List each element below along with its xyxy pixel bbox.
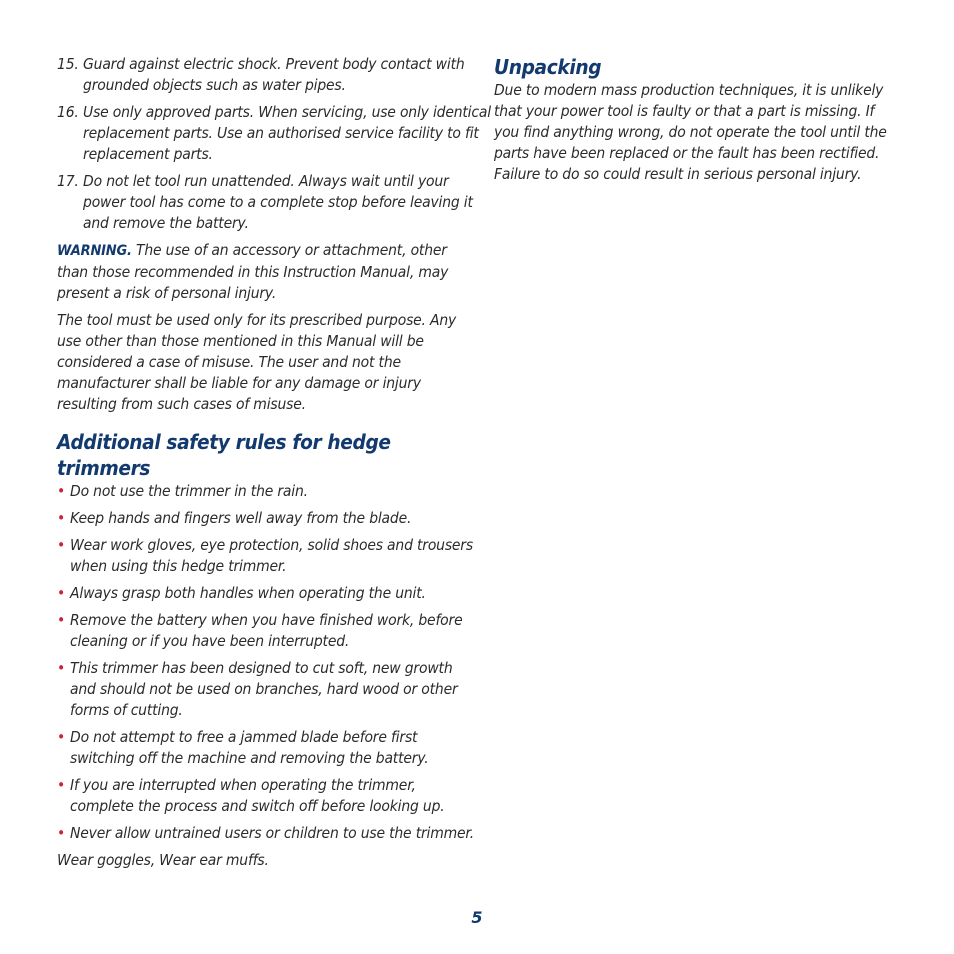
hedge-trimmer-rules <box>57 481 474 844</box>
item-text: Do not let tool run unattended. Always wait until your power tool has come to a complete stop before leaving it and remove the battery. <box>83 172 473 232</box>
warning-label: WARNING. <box>57 243 132 259</box>
bullet-icon: • <box>57 611 66 629</box>
misuse-paragraph: The tool must be used only for its prescribed purpose. Any use other than those mentioned in this Manual will be considered a case of misuse. The user and not the manufacturer shall be liable for any damage or injury resulting from such cases of misuse. <box>57 311 457 413</box>
list-item: • This trimmer has been designed to cut soft, new growth and should not be used on branches, hard wood or other forms of cutting. <box>57 659 458 719</box>
page-number: 5 <box>471 908 483 927</box>
numbered-item <box>57 102 492 165</box>
item-text: Use only approved parts. When servicing, use only identical replacement parts. Use an authorised service facility to fit replacement parts. <box>83 103 491 163</box>
numbered-safety-list <box>57 54 491 234</box>
list-item: • Always grasp both handles when operating the unit. <box>57 584 426 602</box>
bullet-icon: • <box>57 536 66 554</box>
list-item: • Remove the battery when you have finished work, before cleaning or if you have been interrupted. <box>57 611 463 650</box>
numbered-item <box>57 171 492 234</box>
list-item: • Wear work gloves, eye protection, solid shoes and trousers when using this hedge trimmer. <box>57 536 473 575</box>
bullet-icon: • <box>57 482 66 500</box>
item-text: Guard against electric shock. Prevent body contact with grounded objects such as water pipes. <box>83 55 465 94</box>
bullet-icon: • <box>57 824 66 842</box>
item-number: 16. <box>57 103 79 121</box>
goggles-note: Wear goggles, Wear ear muffs. <box>57 851 269 869</box>
list-item: • Keep hands and fingers well away from the blade. <box>57 509 412 527</box>
item-number: 15. <box>57 55 79 73</box>
item-number: 17. <box>57 172 79 190</box>
numbered-item <box>57 54 492 96</box>
right-column <box>494 54 904 185</box>
bullet-icon: • <box>57 659 66 677</box>
hedge-trimmer-heading: Additional safety rules for hedge trimmers <box>57 430 391 480</box>
list-item: • Do not use the trimmer in the rain. <box>57 482 308 500</box>
list-item: • If you are interrupted when operating the trimmer, complete the process and switch off before looking up. <box>57 776 445 815</box>
bullet-icon: • <box>57 776 66 794</box>
left-column <box>57 54 491 877</box>
warning-text: The use of an accessory or attachment, other than those recommended in this Instruction Manual, may present a risk of personal injury. <box>57 241 449 302</box>
unpacking-text: Due to modern mass production techniques, it is unlikely that your power tool is faulty or that a part is missing. If you find anything wrong, do not operate the tool until the parts have been replaced or the fault has been rectified. Failure to do so could result in serious personal injury. <box>494 81 887 183</box>
warning-paragraph <box>57 240 466 304</box>
bullet-icon: • <box>57 728 66 746</box>
bullet-icon: • <box>57 584 66 602</box>
unpacking-heading: Unpacking <box>494 55 602 79</box>
list-item: • Do not attempt to free a jammed blade before first switching off the machine and removing the battery. <box>57 728 429 767</box>
list-item: • Never allow untrained users or children to use the trimmer. <box>57 824 474 842</box>
bullet-icon: • <box>57 509 66 527</box>
